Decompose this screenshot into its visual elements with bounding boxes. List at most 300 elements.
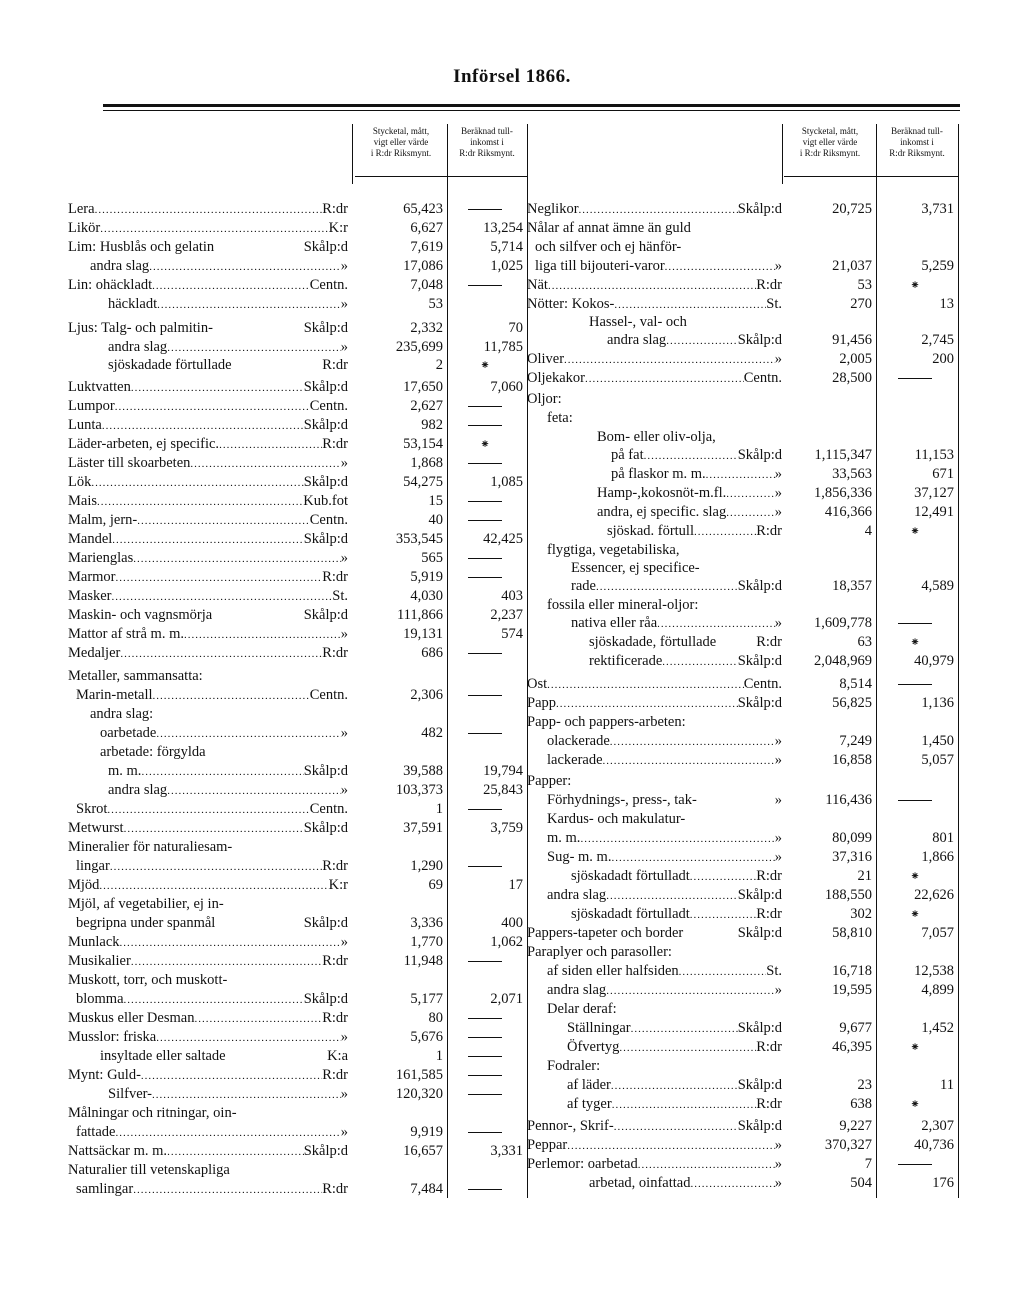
table-row xyxy=(0,829,1024,847)
item-name: Hamp-,kokosnöt-m.fl. xyxy=(597,485,727,501)
quantity-value: 19,131 xyxy=(403,626,443,642)
customs-value: 1,085 xyxy=(490,474,523,490)
item-unit: » xyxy=(340,782,348,798)
item-unit: Skålp:d xyxy=(303,991,348,1007)
leader-dots xyxy=(606,981,775,1000)
quantity-value: 1,115,347 xyxy=(814,447,872,463)
header-underline-right xyxy=(784,176,958,177)
item-name: Mjöl, af vegetabilier, ej in- xyxy=(68,896,224,912)
item-unit: » xyxy=(340,626,348,642)
quantity-value: 416,366 xyxy=(824,504,872,520)
item-name: oarbetade xyxy=(100,725,157,741)
item-unit: K:r xyxy=(328,877,348,893)
item-label xyxy=(597,503,782,522)
quantity-value: 56,825 xyxy=(832,695,872,711)
leader-dots xyxy=(706,465,775,484)
dash-mark xyxy=(898,623,932,624)
item-unit: » xyxy=(340,934,348,950)
table-row xyxy=(0,791,1024,809)
item-label xyxy=(571,577,782,596)
item-unit: Skålp:d xyxy=(303,763,348,779)
item-unit: » xyxy=(774,485,782,501)
quantity-value: 504 xyxy=(850,1175,872,1191)
item-unit: Skålp:d xyxy=(303,239,348,255)
customs-value: 403 xyxy=(501,588,523,604)
item-name: Öfvertyg xyxy=(567,1039,620,1055)
item-unit: » xyxy=(774,466,782,482)
page-title: Införsel 1866. xyxy=(453,66,571,87)
item-name: andra, ej specific. slag xyxy=(597,504,727,520)
item-unit: Centn. xyxy=(743,676,782,692)
item-unit: » xyxy=(340,339,348,355)
item-label xyxy=(547,1057,782,1076)
customs-value: 4,899 xyxy=(921,982,954,998)
quantity-value: 46,395 xyxy=(832,1039,872,1055)
table-row xyxy=(0,1155,1024,1173)
quantity-value: 15 xyxy=(428,493,443,509)
item-name: Papper: xyxy=(527,773,572,789)
header-line: i R:dr Riksmynt. xyxy=(370,148,432,158)
table-row xyxy=(0,713,1024,731)
item-name: Mynt: Guld- xyxy=(68,1067,141,1083)
header-col2-right xyxy=(876,126,958,159)
item-unit: R:dr xyxy=(756,868,782,884)
table-row xyxy=(0,981,1024,999)
leader-dots xyxy=(690,867,756,886)
quantity-value: 103,373 xyxy=(395,782,443,798)
leader-dots xyxy=(662,652,737,671)
customs-value: 11 xyxy=(940,1077,954,1093)
item-label xyxy=(547,409,782,428)
customs-value: 200 xyxy=(932,351,954,367)
item-name: nativa eller råa xyxy=(571,615,658,631)
leader-dots xyxy=(657,614,775,633)
dash-mark xyxy=(898,1164,932,1165)
customs-value: 1,136 xyxy=(921,695,954,711)
item-label xyxy=(547,596,782,615)
quantity-value: 6,627 xyxy=(410,220,443,236)
table-row xyxy=(0,295,1024,313)
leader-dots xyxy=(606,886,738,905)
item-name: andra slag xyxy=(90,258,150,274)
item-label xyxy=(571,614,782,633)
item-unit: R:dr xyxy=(322,953,348,969)
quantity-value: 3,336 xyxy=(410,915,443,931)
item-unit: St. xyxy=(332,588,348,604)
item-unit: Skålp:d xyxy=(737,1118,782,1134)
item-label xyxy=(535,238,782,257)
quantity-value: 2,306 xyxy=(410,687,443,703)
table-row xyxy=(0,257,1024,275)
customs-value: 40,736 xyxy=(914,1137,954,1153)
item-label xyxy=(607,331,782,350)
item-name: af siden eller halfsiden xyxy=(547,963,679,979)
quantity-value: 28,500 xyxy=(832,370,872,386)
dash-mark xyxy=(898,378,932,379)
item-unit: » xyxy=(340,1124,348,1140)
table-row xyxy=(0,409,1024,427)
item-unit: Skålp:d xyxy=(737,1020,782,1036)
item-name: andra slag xyxy=(547,982,607,998)
item-unit: Centn. xyxy=(309,512,348,528)
table-row xyxy=(0,428,1024,446)
item-unit: Skålp:d xyxy=(737,653,782,669)
item-label xyxy=(571,559,782,578)
quantity-value: 17,086 xyxy=(403,258,443,274)
item-unit: R:dr xyxy=(756,1039,782,1055)
header-line: Beräknad tull- xyxy=(891,126,943,136)
item-name: Silfver- xyxy=(108,1086,153,1102)
item-label xyxy=(611,446,782,465)
item-label xyxy=(527,943,782,962)
table-row xyxy=(0,276,1024,294)
leader-dots xyxy=(548,276,756,295)
item-label xyxy=(535,257,782,276)
item-unit: Skålp:d xyxy=(303,607,348,623)
customs-value: 42,425 xyxy=(483,531,523,547)
item-name: rektificerade xyxy=(589,653,663,669)
quantity-value: 2,005 xyxy=(839,351,872,367)
header-line: vigt eller värde xyxy=(802,137,858,147)
customs-value: 40,979 xyxy=(914,653,954,669)
table-row xyxy=(0,369,1024,387)
leader-dots xyxy=(611,848,774,867)
table-row xyxy=(0,751,1024,769)
leader-dots xyxy=(644,446,738,465)
item-label xyxy=(589,1174,782,1193)
customs-value: 3,759 xyxy=(490,820,523,836)
table-row xyxy=(0,1019,1024,1037)
item-name: Papp xyxy=(527,695,556,711)
table-row xyxy=(0,559,1024,577)
item-name: Kardus- och makulatur- xyxy=(547,811,686,827)
dash-mark xyxy=(898,800,932,801)
leader-dots xyxy=(694,522,756,541)
item-unit: Skålp:d xyxy=(737,925,782,941)
item-name: Läster till skoarbeten xyxy=(68,455,191,471)
item-name: Hassel-, val- och xyxy=(589,314,687,330)
table-row xyxy=(0,614,1024,632)
table-row xyxy=(0,848,1024,866)
table-row xyxy=(0,577,1024,595)
item-name: Luktvatten xyxy=(68,379,131,395)
leader-dots xyxy=(596,577,738,596)
table-row xyxy=(0,652,1024,670)
item-unit: Skålp:d xyxy=(303,320,348,336)
customs-value: ⁕ xyxy=(909,635,921,649)
item-name: af läder xyxy=(567,1077,611,1093)
item-name: Pennor-, Skrif- xyxy=(527,1118,614,1134)
quantity-value: 37,591 xyxy=(403,820,443,836)
header-line: Stycketal, mått, xyxy=(801,126,859,136)
item-name: Ost xyxy=(527,676,548,692)
item-unit: R:dr xyxy=(756,634,782,650)
quantity-value: 353,545 xyxy=(395,531,443,547)
dash-mark xyxy=(898,684,932,685)
table-row xyxy=(0,350,1024,368)
item-label xyxy=(527,369,782,388)
item-name: lackerade xyxy=(547,752,603,768)
leader-dots xyxy=(556,694,738,713)
item-label xyxy=(567,1076,782,1095)
item-name: andra slag xyxy=(108,782,168,798)
item-unit: R:dr xyxy=(322,1067,348,1083)
customs-value: 11,153 xyxy=(914,447,954,463)
item-name: Mandel xyxy=(68,531,113,547)
quantity-value: 23 xyxy=(857,1077,872,1093)
item-name: Förhydnings-, press-, tak- xyxy=(547,792,697,808)
quantity-value: 7 xyxy=(864,1156,872,1172)
item-label xyxy=(547,1000,782,1019)
item-name: andra slag: xyxy=(90,706,154,722)
item-name: Marmor xyxy=(68,569,116,585)
header-line: R:dr Riksmynt. xyxy=(889,148,945,158)
item-name: Ställningar xyxy=(567,1020,631,1036)
table-row xyxy=(0,596,1024,614)
item-name: Metaller, sammansatta: xyxy=(68,668,203,684)
customs-value: ⁕ xyxy=(909,1040,921,1054)
quantity-value: 4 xyxy=(864,523,872,539)
item-label xyxy=(547,810,782,829)
quantity-value: 7,249 xyxy=(839,733,872,749)
item-label xyxy=(547,848,782,867)
item-label xyxy=(567,1019,782,1038)
item-label xyxy=(527,694,782,713)
customs-value: 12,491 xyxy=(914,504,954,520)
quantity-value: 111,866 xyxy=(396,607,443,623)
item-unit: Skålp:d xyxy=(737,201,782,217)
item-label xyxy=(527,350,782,369)
item-unit: » xyxy=(340,455,348,471)
quantity-value: 120,320 xyxy=(395,1086,443,1102)
item-name: Ljus: Talg- och palmitin- xyxy=(68,320,213,336)
leader-dots xyxy=(614,295,766,314)
item-name: flygtiga, vegetabiliska, xyxy=(547,542,680,558)
item-unit: Skålp:d xyxy=(737,1077,782,1093)
customs-value xyxy=(876,614,954,632)
item-name: andra slag xyxy=(547,887,607,903)
item-unit: Centn. xyxy=(743,370,782,386)
quantity-value: 21 xyxy=(857,868,872,884)
item-name: begripna under spanmål xyxy=(76,915,216,931)
item-unit: » xyxy=(774,615,782,631)
leader-dots xyxy=(679,962,767,981)
item-name: Lök xyxy=(68,474,92,490)
customs-value: ⁕ xyxy=(909,869,921,883)
item-name: Lin: ohäckladt xyxy=(68,277,153,293)
leader-dots xyxy=(726,503,775,522)
table-row xyxy=(0,484,1024,502)
item-label xyxy=(611,465,782,484)
table-row xyxy=(0,200,1024,218)
item-label xyxy=(589,652,782,671)
item-unit: Skålp:d xyxy=(303,417,348,433)
quantity-value: 686 xyxy=(421,645,443,661)
item-name: Skrot xyxy=(76,801,108,817)
leader-dots xyxy=(614,1117,738,1136)
customs-value: 5,057 xyxy=(921,752,954,768)
header-line: R:dr Riksmynt. xyxy=(459,148,515,158)
customs-value: 1,452 xyxy=(921,1020,954,1036)
header-line: Stycketal, mått, xyxy=(372,126,430,136)
customs-value: 13,254 xyxy=(483,220,523,236)
customs-value: 3,731 xyxy=(921,201,954,217)
quantity-value: 5,676 xyxy=(410,1029,443,1045)
item-unit: » xyxy=(774,1156,782,1172)
customs-value: 176 xyxy=(932,1175,954,1191)
item-name: Nötter: Kokos- xyxy=(527,296,615,312)
item-unit: K:r xyxy=(328,220,348,236)
quantity-value: 63 xyxy=(857,634,872,650)
customs-value: ⁕ xyxy=(909,524,921,538)
item-name: liga till bijouteri-varor xyxy=(535,258,665,274)
customs-value: 7,060 xyxy=(490,379,523,395)
item-name: häckladt xyxy=(108,296,158,312)
customs-value: 801 xyxy=(932,830,954,846)
item-name: sjöskadade förtullade xyxy=(108,357,232,373)
table-row xyxy=(0,1057,1024,1075)
table-row xyxy=(0,1117,1024,1135)
item-label xyxy=(597,484,782,503)
quantity-value: 39,588 xyxy=(403,763,443,779)
quantity-value: 2,048,969 xyxy=(814,653,872,669)
quantity-value: 58,810 xyxy=(832,925,872,941)
item-label xyxy=(547,962,782,981)
customs-value: 671 xyxy=(932,466,954,482)
item-unit: R:dr xyxy=(322,357,348,373)
quantity-value: 65,423 xyxy=(403,201,443,217)
table-row xyxy=(0,1038,1024,1056)
table-row xyxy=(0,1076,1024,1094)
item-unit: Skålp:d xyxy=(737,332,782,348)
table-row xyxy=(0,541,1024,559)
quantity-value: 53,154 xyxy=(403,436,443,452)
table-row xyxy=(0,465,1024,483)
item-name: feta: xyxy=(547,410,573,426)
item-label xyxy=(567,1038,782,1057)
quantity-value: 53 xyxy=(428,296,443,312)
customs-value: 3,331 xyxy=(490,1143,523,1159)
leader-dots xyxy=(690,905,756,924)
item-name: sjöskadadt förtulladt xyxy=(571,868,690,884)
item-name: fossila eller mineral-oljor: xyxy=(547,597,699,613)
quantity-value: 54,275 xyxy=(403,474,443,490)
quantity-value: 80 xyxy=(428,1010,443,1026)
quantity-value: 8,514 xyxy=(839,676,872,692)
item-unit: Skålp:d xyxy=(303,820,348,836)
quantity-value: 9,677 xyxy=(839,1020,872,1036)
quantity-value: 161,585 xyxy=(395,1067,443,1083)
item-unit: R:dr xyxy=(322,436,348,452)
item-unit: R:dr xyxy=(322,858,348,874)
item-name: Naturalier till vetenskapliga xyxy=(68,1162,230,1178)
item-label xyxy=(527,219,782,238)
quantity-value: 91,456 xyxy=(832,332,872,348)
item-name: Malm, jern- xyxy=(68,512,138,528)
top-rule xyxy=(103,104,960,107)
quantity-value: 2 xyxy=(435,357,443,373)
table-row xyxy=(0,867,1024,885)
table-row xyxy=(0,943,1024,961)
item-name: Bom- eller oliv-olja, xyxy=(597,429,716,445)
item-name: Papp- och pappers-arbeten: xyxy=(527,714,686,730)
customs-value: 2,071 xyxy=(490,991,523,1007)
item-unit: » xyxy=(340,258,348,274)
leader-dots xyxy=(610,732,775,751)
customs-value: 7,057 xyxy=(921,925,954,941)
customs-value: 25,843 xyxy=(483,782,523,798)
table-row xyxy=(0,238,1024,256)
table-row xyxy=(0,1174,1024,1192)
customs-value xyxy=(876,1155,954,1173)
leader-dots xyxy=(631,1019,738,1038)
item-label xyxy=(567,1095,782,1114)
item-unit: » xyxy=(340,296,348,312)
quantity-value: 5,177 xyxy=(410,991,443,1007)
item-name: Lumpor xyxy=(68,398,115,414)
leader-dots xyxy=(638,1155,775,1174)
header-col1-left xyxy=(355,126,447,159)
leader-dots xyxy=(665,257,775,276)
item-name: Delar deraf: xyxy=(547,1001,617,1017)
customs-value: 5,714 xyxy=(490,239,523,255)
quantity-value: 2,627 xyxy=(410,398,443,414)
customs-value: 22,626 xyxy=(914,887,954,903)
item-name: sjöskad. förtull xyxy=(607,523,694,539)
item-label xyxy=(527,772,782,791)
table-row xyxy=(0,962,1024,980)
item-unit: » xyxy=(340,1086,348,1102)
quantity-value: 16,718 xyxy=(832,963,872,979)
customs-value: 4,589 xyxy=(921,578,954,594)
customs-value: 400 xyxy=(501,915,523,931)
quantity-value: 302 xyxy=(850,906,872,922)
leader-dots xyxy=(564,350,775,369)
quantity-value: 33,563 xyxy=(832,466,872,482)
item-name: olackerade xyxy=(547,733,610,749)
item-label xyxy=(571,905,782,924)
item-label xyxy=(527,1136,782,1155)
item-unit: Skålp:d xyxy=(303,531,348,547)
item-label xyxy=(527,390,782,409)
table-row xyxy=(0,522,1024,540)
table-row xyxy=(0,905,1024,923)
item-label xyxy=(589,633,782,652)
item-unit: Skålp:d xyxy=(737,695,782,711)
leader-dots xyxy=(585,369,744,388)
item-name: och silfver och ej hänför- xyxy=(535,239,682,255)
table-row xyxy=(0,1136,1024,1154)
header-line: i R:dr Riksmynt. xyxy=(799,148,861,158)
item-name: Marienglas xyxy=(68,550,134,566)
column-rule xyxy=(352,124,353,184)
customs-value: 1,866 xyxy=(921,849,954,865)
item-unit: » xyxy=(774,733,782,749)
table-row xyxy=(0,390,1024,408)
item-name: Oliver xyxy=(527,351,565,367)
quantity-value: 482 xyxy=(421,725,443,741)
item-unit: » xyxy=(774,1175,782,1191)
item-label xyxy=(607,522,782,541)
customs-value: ⁕ xyxy=(479,437,491,451)
item-name: rade xyxy=(571,578,596,594)
table-row xyxy=(0,924,1024,942)
table-row xyxy=(0,633,1024,651)
item-name: Munlack xyxy=(68,934,120,950)
quantity-value: 1,770 xyxy=(410,934,443,950)
item-name: Sug- m. m. xyxy=(547,849,612,865)
leader-dots xyxy=(603,751,775,770)
